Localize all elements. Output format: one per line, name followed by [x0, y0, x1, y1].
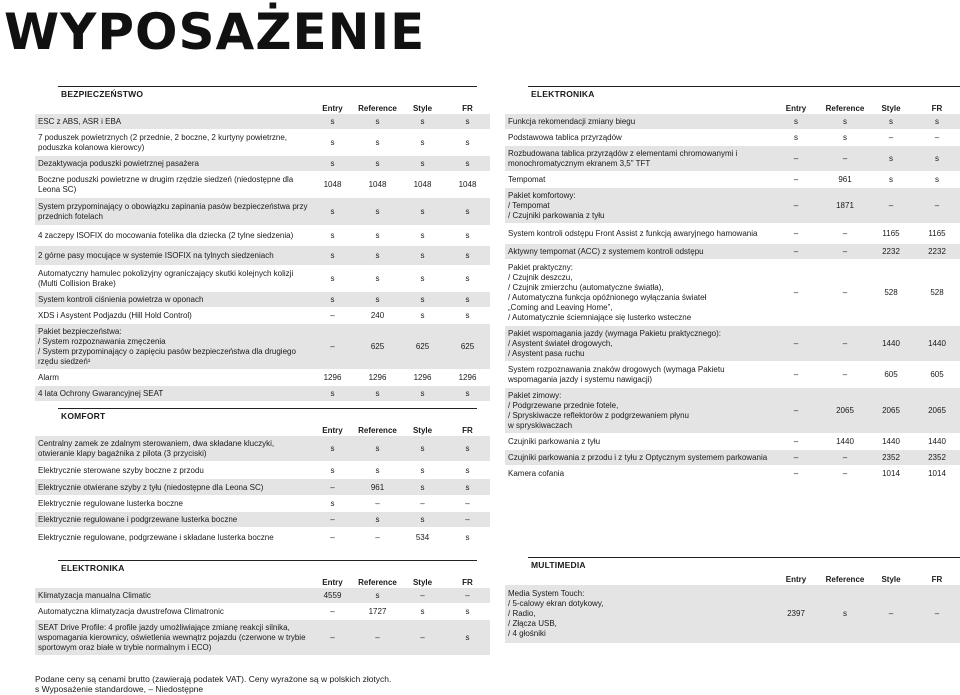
trim-value: 1296 — [400, 370, 445, 386]
trim-value: s — [822, 114, 868, 130]
table-row — [505, 244, 960, 260]
column-header: Entry — [785, 103, 807, 113]
feature-name: Automatyczna klimatyzacja dwustrefowa Climatronic — [35, 604, 310, 620]
table-row — [35, 308, 490, 324]
equipment-table — [35, 576, 490, 656]
section-divider — [58, 560, 477, 561]
section-header — [505, 557, 960, 573]
trim-value: 240 — [355, 308, 400, 324]
header-blank — [35, 576, 310, 588]
column-header: FR — [462, 103, 473, 113]
trim-value: s — [868, 114, 914, 130]
feature-name: Pakiet praktyczny: / Czujnik deszczu, / Czujnik zmierzchu (automatyczne światła), / Automatyczna funkcja opóźnionego wyłączania świateł „Coming and Leaving Home”, / Automatycznie ściemniające się lusterko wsteczne — [505, 260, 770, 326]
feature-name: Tempomat — [505, 172, 770, 188]
trim-value: – — [310, 620, 355, 656]
feature-name: Media System Touch: / 5-calowy ekran dotykowy, / Radio, / Złącza USB, / 4 głośniki — [505, 585, 770, 643]
trim-value: s — [355, 436, 400, 462]
trim-value: s — [355, 462, 400, 479]
table-row — [505, 130, 960, 146]
trim-value: – — [770, 224, 822, 244]
section-header — [505, 86, 960, 102]
table-row — [35, 512, 490, 528]
trim-value: – — [868, 585, 914, 643]
trim-value: s — [400, 246, 445, 266]
feature-name: Elektrycznie otwierane szyby z tyłu (niedostępne dla Leona SC) — [35, 479, 310, 496]
feature-name: 2 górne pasy mocujące w systemie ISOFIX na tylnych siedzeniach — [35, 246, 310, 266]
table-header-row — [505, 102, 960, 114]
trim-value: 4559 — [310, 588, 355, 604]
trim-value: s — [310, 292, 355, 308]
section-divider — [58, 86, 477, 87]
column-header: Reference — [358, 425, 397, 435]
header-blank — [505, 102, 770, 114]
trim-value: s — [310, 156, 355, 172]
table-row — [35, 130, 490, 156]
trim-value: – — [770, 388, 822, 434]
table-row — [35, 462, 490, 479]
trim-value: s — [400, 130, 445, 156]
trim-value: 2065 — [822, 388, 868, 434]
table-row — [505, 585, 960, 643]
trim-value: s — [770, 130, 822, 146]
feature-name: Elektrycznie regulowane i podgrzewane lusterka boczne — [35, 512, 310, 528]
trim-value: s — [445, 308, 490, 324]
trim-value: s — [445, 246, 490, 266]
feature-name: XDS i Asystent Podjazdu (Hill Hold Control) — [35, 308, 310, 324]
section-header — [35, 86, 477, 102]
trim-value: s — [400, 308, 445, 324]
trim-value: s — [770, 114, 822, 130]
trim-value: s — [445, 226, 490, 246]
table-row — [35, 114, 490, 130]
column-header: Entry — [322, 425, 343, 435]
trim-value: – — [914, 585, 960, 643]
trim-value: s — [355, 386, 400, 402]
section-elektronika-left — [35, 560, 477, 656]
feature-name: Elektrycznie regulowane, podgrzewane i składane lusterka boczne — [35, 528, 310, 548]
feature-name: Automatyczny hamulec pokolizyjny ograniczający skutki kolejnych kolizji (Multi Collision Brake) — [35, 266, 310, 292]
trim-value: s — [355, 226, 400, 246]
trim-value: s — [310, 246, 355, 266]
table-row — [35, 370, 490, 386]
trim-value: 961 — [822, 172, 868, 188]
feature-name: Boczne poduszki powietrzne w drugim rzędzie siedzeń (niedostępne dla Leona SC) — [35, 172, 310, 198]
trim-value: – — [310, 308, 355, 324]
feature-name: System przypominający o obowiązku zapinania pasów bezpieczeństwa przy przednich fotelach — [35, 198, 310, 226]
trim-value: – — [822, 146, 868, 172]
trim-value: s — [445, 436, 490, 462]
page-title: WYPOSAŻENIE — [4, 3, 426, 61]
trim-value: s — [400, 226, 445, 246]
trim-value: 1440 — [822, 434, 868, 450]
feature-name: Dezaktywacja poduszki powietrznej pasażera — [35, 156, 310, 172]
feature-name: Pakiet komfortowy: / Tempomat / Czujniki parkowania z tyłu — [505, 188, 770, 224]
trim-value: s — [914, 172, 960, 188]
feature-name: Klimatyzacja manualna Climatic — [35, 588, 310, 604]
trim-value: s — [400, 292, 445, 308]
trim-value: s — [914, 146, 960, 172]
trim-value: 1440 — [868, 434, 914, 450]
section-divider — [528, 86, 960, 87]
trim-value: – — [822, 224, 868, 244]
feature-name: 4 zaczepy ISOFIX do mocowania fotelika dla dziecka (2 tylne siedzenia) — [35, 226, 310, 246]
feature-name: Elektrycznie sterowane szyby boczne z przodu — [35, 462, 310, 479]
trim-value: – — [914, 188, 960, 224]
feature-name: SEAT Drive Profile: 4 profile jazdy umożliwiające zmianę reakcji silnika, wspomagania kierownicy, oświetlenia wewnątrz pojazdu (czerwone w trybie sportowym oraz białe w trybie normalnym i ECO) — [35, 620, 310, 656]
equipment-table — [505, 573, 960, 644]
trim-value: – — [355, 528, 400, 548]
header-blank — [35, 424, 310, 436]
trim-value: s — [445, 462, 490, 479]
column-header: Style — [412, 577, 433, 587]
trim-value: s — [355, 588, 400, 604]
trim-value: 1871 — [822, 188, 868, 224]
trim-value: – — [822, 362, 868, 388]
column-header: FR — [931, 574, 943, 584]
trim-value: s — [310, 198, 355, 226]
trim-value: s — [822, 130, 868, 146]
trim-value: s — [310, 114, 355, 130]
table-header-row — [35, 576, 490, 588]
table-row — [35, 496, 490, 512]
feature-name: Elektrycznie regulowane lusterka boczne — [35, 496, 310, 512]
trim-value: s — [445, 528, 490, 548]
column-header: Reference — [358, 103, 397, 113]
feature-name: Rozbudowana tablica przyrządów z elementami chromowanymi i monochromatycznym ekranem 3,5" TFT — [505, 146, 770, 172]
trim-value: s — [400, 436, 445, 462]
trim-value: s — [310, 266, 355, 292]
section-label: MULTIMEDIA — [531, 560, 586, 570]
column-header: Reference — [825, 103, 865, 113]
trim-value: s — [355, 130, 400, 156]
section-komfort — [35, 408, 477, 548]
trim-value: 1014 — [868, 466, 914, 482]
feature-name: 4 lata Ochrony Gwarancyjnej SEAT — [35, 386, 310, 402]
trim-value: s — [355, 198, 400, 226]
trim-value: – — [822, 260, 868, 326]
trim-value: s — [445, 386, 490, 402]
trim-value: 1440 — [914, 434, 960, 450]
table-row — [505, 326, 960, 362]
trim-value: 2352 — [914, 450, 960, 466]
trim-value: – — [770, 362, 822, 388]
section-label: ELEKTRONIKA — [531, 89, 595, 99]
table-row — [35, 198, 490, 226]
trim-value: 1296 — [445, 370, 490, 386]
trim-value: s — [868, 172, 914, 188]
trim-value: 534 — [400, 528, 445, 548]
trim-value: s — [445, 620, 490, 656]
table-header-row — [505, 573, 960, 585]
feature-name: Podstawowa tablica przyrządów — [505, 130, 770, 146]
trim-value: – — [400, 588, 445, 604]
trim-value: s — [355, 114, 400, 130]
trim-value: – — [770, 450, 822, 466]
table-row — [35, 172, 490, 198]
trim-value: 961 — [355, 479, 400, 496]
table-row — [505, 362, 960, 388]
trim-value: s — [400, 266, 445, 292]
trim-value: 2397 — [770, 585, 822, 643]
column-header: Style — [881, 103, 901, 113]
table-row — [35, 528, 490, 548]
trim-value: – — [400, 620, 445, 656]
trim-value: s — [400, 604, 445, 620]
trim-value: s — [355, 292, 400, 308]
section-bezpieczenstwo — [35, 86, 477, 402]
column-header: Entry — [322, 577, 343, 587]
trim-value: 605 — [868, 362, 914, 388]
trim-value: – — [822, 326, 868, 362]
section-header — [35, 408, 477, 424]
trim-value: – — [770, 146, 822, 172]
trim-value: – — [400, 496, 445, 512]
feature-name: System rozpoznawania znaków drogowych (wymaga Pakietu wspomagania jazdy i systemu nawigacji) — [505, 362, 770, 388]
column-header: FR — [931, 103, 943, 113]
feature-name: 7 poduszek powietrznych (2 przednie, 2 boczne, 2 kurtyny powietrzne, poduszka kolanowa kierowcy) — [35, 130, 310, 156]
trim-value: s — [355, 156, 400, 172]
trim-value: 2065 — [914, 388, 960, 434]
trim-value: – — [770, 188, 822, 224]
header-blank — [35, 102, 310, 114]
table-row — [35, 620, 490, 656]
feature-name: Funkcja rekomendacji zmiany biegu — [505, 114, 770, 130]
trim-value: s — [400, 114, 445, 130]
trim-value: – — [770, 260, 822, 326]
trim-value: s — [310, 226, 355, 246]
table-header-row — [35, 424, 490, 436]
feature-name: System kontroli odstępu Front Assist z funkcją awaryjnego hamowania — [505, 224, 770, 244]
trim-value: 1165 — [868, 224, 914, 244]
feature-name: Czujniki parkowania z przodu i z tyłu z Optycznym systemem parkowania — [505, 450, 770, 466]
trim-value: s — [400, 198, 445, 226]
section-elektronika-right — [505, 86, 960, 482]
trim-value: s — [445, 130, 490, 156]
trim-value: s — [355, 512, 400, 528]
table-row — [35, 604, 490, 620]
trim-value: – — [770, 244, 822, 260]
trim-value: s — [445, 479, 490, 496]
trim-value: – — [822, 244, 868, 260]
trim-value: 2065 — [868, 388, 914, 434]
section-multimedia — [505, 557, 960, 644]
table-row — [505, 224, 960, 244]
table-row — [35, 246, 490, 266]
feature-name: Kamera cofania — [505, 466, 770, 482]
trim-value: 1048 — [445, 172, 490, 198]
section-header — [35, 560, 477, 576]
trim-value: 1048 — [310, 172, 355, 198]
table-header-row — [35, 102, 490, 114]
trim-value: – — [310, 528, 355, 548]
trim-value: 1296 — [355, 370, 400, 386]
trim-value: s — [355, 246, 400, 266]
feature-name: Aktywny tempomat (ACC) z systemem kontroli odstępu — [505, 244, 770, 260]
equipment-table — [35, 102, 490, 402]
footnote-legend: s Wyposażenie standardowe, – Niedostępne — [35, 684, 204, 694]
trim-value: s — [445, 266, 490, 292]
trim-value: 605 — [914, 362, 960, 388]
feature-name: Alarm — [35, 370, 310, 386]
footnote — [35, 674, 391, 694]
feature-name: Czujniki parkowania z tyłu — [505, 434, 770, 450]
trim-value: – — [868, 130, 914, 146]
table-row — [35, 324, 490, 370]
trim-value: – — [310, 479, 355, 496]
trim-value: – — [822, 450, 868, 466]
trim-value: s — [310, 386, 355, 402]
trim-value: – — [770, 434, 822, 450]
trim-value: s — [445, 604, 490, 620]
trim-value: 625 — [355, 324, 400, 370]
trim-value: – — [770, 172, 822, 188]
trim-value: 1440 — [868, 326, 914, 362]
trim-value: – — [868, 188, 914, 224]
feature-name: Pakiet bezpieczeństwa: / System rozpoznawania zmęczenia / System przypominający o zapięciu pasów bezpieczeństwa dla drugiego rzędu siedzeń¹ — [35, 324, 310, 370]
column-header: Style — [412, 103, 433, 113]
trim-value: s — [400, 386, 445, 402]
trim-value: s — [445, 156, 490, 172]
trim-value: s — [400, 512, 445, 528]
header-blank — [505, 573, 770, 585]
table-row — [505, 114, 960, 130]
trim-value: s — [868, 146, 914, 172]
column-header: Reference — [358, 577, 397, 587]
trim-value: s — [355, 266, 400, 292]
trim-value: 528 — [868, 260, 914, 326]
trim-value: – — [355, 496, 400, 512]
trim-value: 2352 — [868, 450, 914, 466]
trim-value: – — [445, 512, 490, 528]
equipment-table — [505, 102, 960, 482]
trim-value: – — [770, 466, 822, 482]
trim-value: 2232 — [914, 244, 960, 260]
feature-name: System kontroli ciśnienia powietrza w oponach — [35, 292, 310, 308]
table-row — [35, 479, 490, 496]
section-label: BEZPIECZEŃSTWO — [61, 89, 144, 99]
table-row — [35, 292, 490, 308]
table-row — [505, 188, 960, 224]
trim-value: s — [445, 114, 490, 130]
trim-value: 1048 — [355, 172, 400, 198]
trim-value: – — [310, 604, 355, 620]
trim-value: – — [445, 588, 490, 604]
table-row — [505, 434, 960, 450]
feature-name: Pakiet wspomagania jazdy (wymaga Pakietu praktycznego): / Asystent świateł drogowych, / Asystent pasa ruchu — [505, 326, 770, 362]
trim-value: – — [770, 326, 822, 362]
trim-value: – — [822, 466, 868, 482]
trim-value: 1440 — [914, 326, 960, 362]
column-header: Style — [881, 574, 901, 584]
trim-value: s — [310, 130, 355, 156]
trim-value: 1048 — [400, 172, 445, 198]
trim-value: 1014 — [914, 466, 960, 482]
table-row — [505, 146, 960, 172]
section-divider — [58, 408, 477, 409]
trim-value: 625 — [400, 324, 445, 370]
column-header: FR — [462, 425, 473, 435]
feature-name: ESC z ABS, ASR i EBA — [35, 114, 310, 130]
trim-value: 625 — [445, 324, 490, 370]
feature-name: Centralny zamek ze zdalnym sterowaniem, dwa składane kluczyki, otwieranie klapy bagażnika z pilota (3 przyciski) — [35, 436, 310, 462]
table-row — [35, 226, 490, 246]
trim-value: s — [310, 436, 355, 462]
table-row — [35, 588, 490, 604]
section-divider — [528, 557, 960, 558]
table-row — [505, 172, 960, 188]
feature-name: Pakiet zimowy: / Podgrzewane przednie fotele, / Spryskiwacze reflektorów z podgrzewaniem płynu w spryskiwaczach — [505, 388, 770, 434]
section-label: KOMFORT — [61, 411, 106, 421]
trim-value: s — [400, 479, 445, 496]
trim-value: – — [310, 512, 355, 528]
trim-value: s — [822, 585, 868, 643]
trim-value: 1296 — [310, 370, 355, 386]
column-header: Reference — [825, 574, 865, 584]
trim-value: s — [400, 462, 445, 479]
trim-value: s — [310, 462, 355, 479]
column-header: FR — [462, 577, 473, 587]
trim-value: 1727 — [355, 604, 400, 620]
trim-value: 2232 — [868, 244, 914, 260]
table-row — [505, 388, 960, 434]
trim-value: 528 — [914, 260, 960, 326]
trim-value: – — [310, 324, 355, 370]
trim-value: – — [355, 620, 400, 656]
trim-value: 1165 — [914, 224, 960, 244]
table-row — [35, 266, 490, 292]
section-label: ELEKTRONIKA — [61, 563, 125, 573]
trim-value: – — [445, 496, 490, 512]
table-row — [505, 260, 960, 326]
table-row — [35, 386, 490, 402]
table-row — [35, 436, 490, 462]
column-header: Entry — [785, 574, 807, 584]
table-row — [505, 450, 960, 466]
trim-value: s — [914, 114, 960, 130]
equipment-table — [35, 424, 490, 548]
trim-value: s — [445, 292, 490, 308]
trim-value: s — [445, 198, 490, 226]
column-header: Entry — [322, 103, 343, 113]
table-row — [505, 466, 960, 482]
footnote-prices: Podane ceny są cenami brutto (zawierają podatek VAT). Ceny wyrażone są w polskich złotych. — [35, 674, 392, 684]
column-header: Style — [412, 425, 433, 435]
trim-value: – — [914, 130, 960, 146]
trim-value: s — [310, 496, 355, 512]
table-row — [35, 156, 490, 172]
trim-value: s — [400, 156, 445, 172]
